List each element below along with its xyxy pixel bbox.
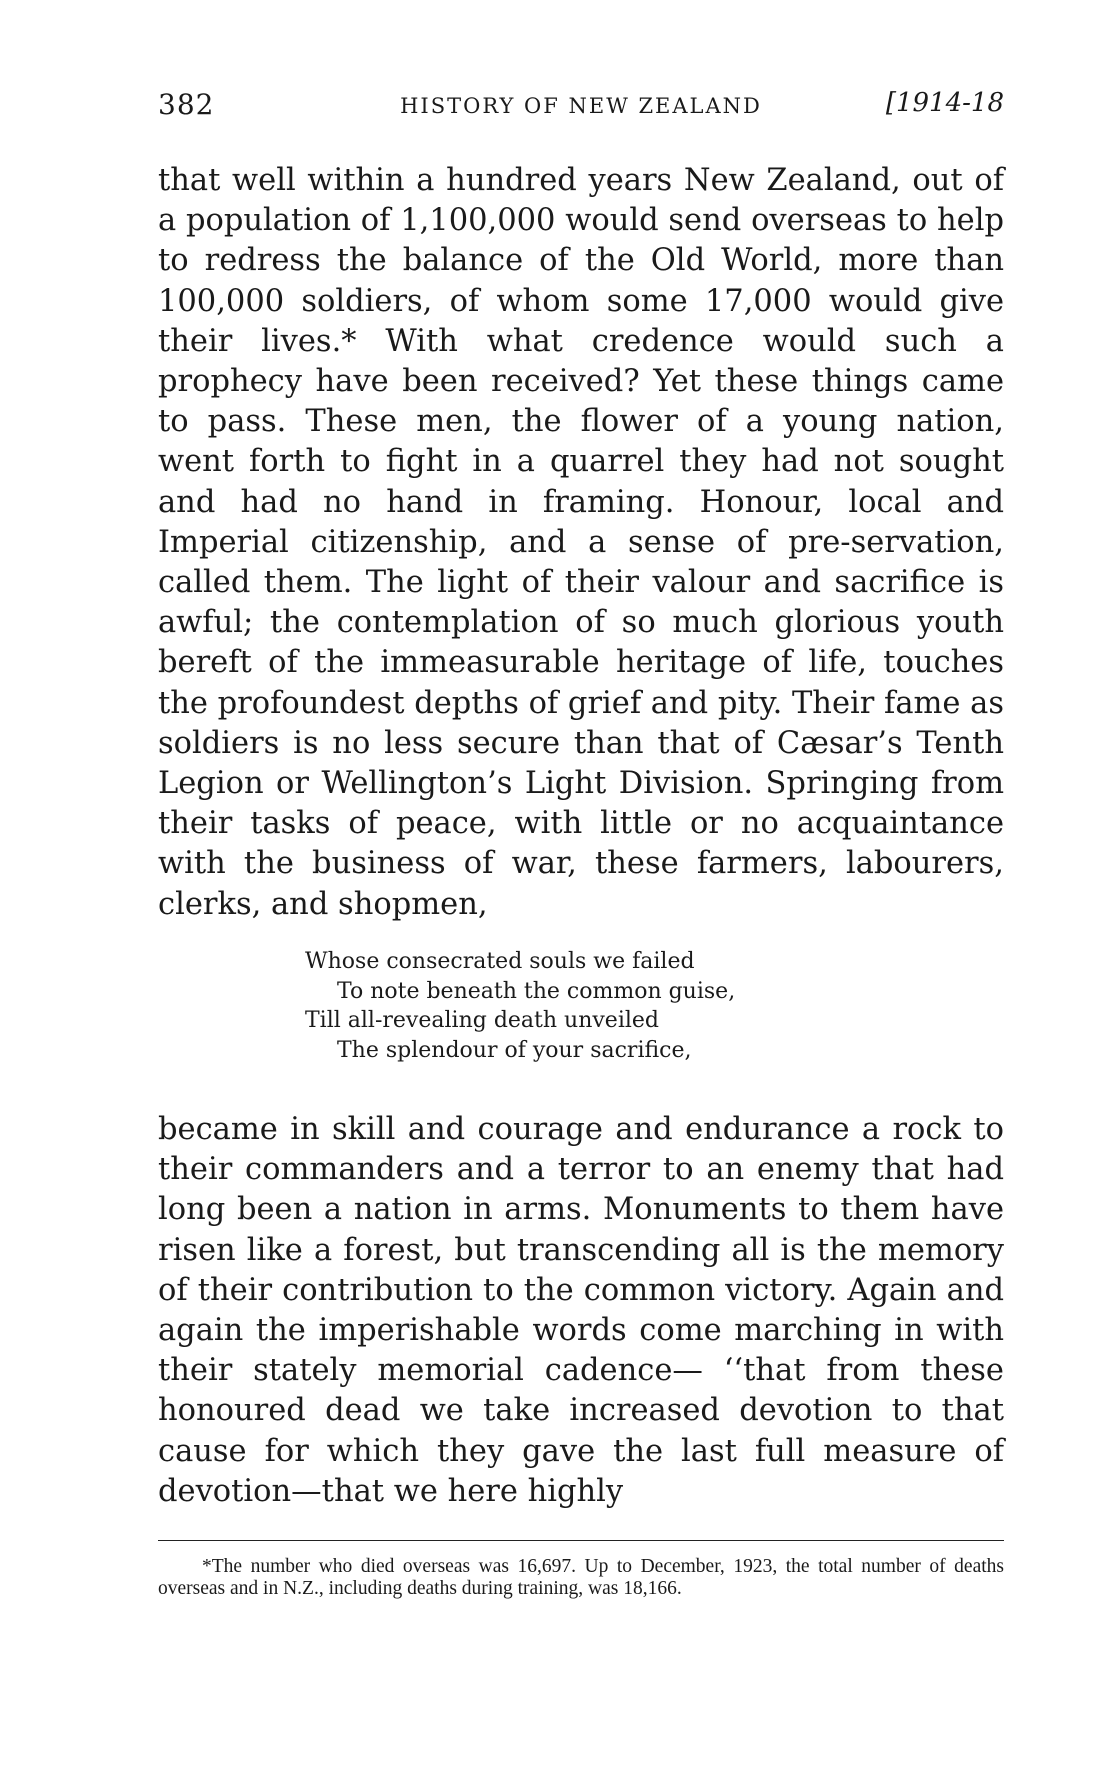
year-range: [1914-18 (885, 88, 1004, 118)
verse-line: Whose consecrated souls we failed (305, 949, 695, 974)
footnote-divider (158, 1540, 1004, 1541)
running-title: HISTORY OF NEW ZEALAND (400, 94, 762, 118)
page-header (158, 88, 1004, 128)
verse-line: The splendour of your sacrifice, (337, 1037, 692, 1063)
verse-line: To note beneath the common guise, (337, 978, 736, 1004)
body-paragraph-2: became in skill and courage and endurance a rock to their commanders and a terror to an enemy that had long been a nation in arms. Monuments to them have risen like a forest, but transcending all is the memory of their contribution to the common victory. Again and again the imperishable words come marching in with their stately memorial cadence— ‘‘that from these honoured dead we take increased devotion to that cause for which they gave the last full measure of devotion—that we here highly (158, 1112, 1004, 1509)
verse-line: Till all-revealing death unveiled (305, 1008, 659, 1033)
body-paragraph-1: that well within a hundred years New Zealand, out of a population of 1,100,000 would send overseas to help to redress the balance of the Old World, more than 100,000 soldiers, of whom some 17,000 would give their lives.* With what credence would such a prophecy have been received? Yet these things came to pass. These men, the flower of a young nation, went forth to fight in a quarrel they had not sought and had no hand in framing. Honour, local and Imperial citizenship, and a sense of pre-servation, called them. The light of their valour and sacrifice is awful; the contemplation of so much glorious youth bereft of the immeasurable heritage of life, touches the profoundest depths of grief and pity. Their fame as soldiers is no less secure than that of Cæsar’s Tenth Legion or Wellington’s Light Division. Springing from their tasks of peace, with little or no acquaintance with the business of war, these farmers, labourers, clerks, and shopmen, (158, 163, 1005, 922)
verse-quotation (305, 947, 735, 1065)
page-number: 382 (158, 88, 215, 121)
footnote: *The number who died overseas was 16,697. Up to December, 1923, the total number of deaths overseas and in N.Z., including deaths during training, was 18,166. (158, 1556, 1004, 1599)
